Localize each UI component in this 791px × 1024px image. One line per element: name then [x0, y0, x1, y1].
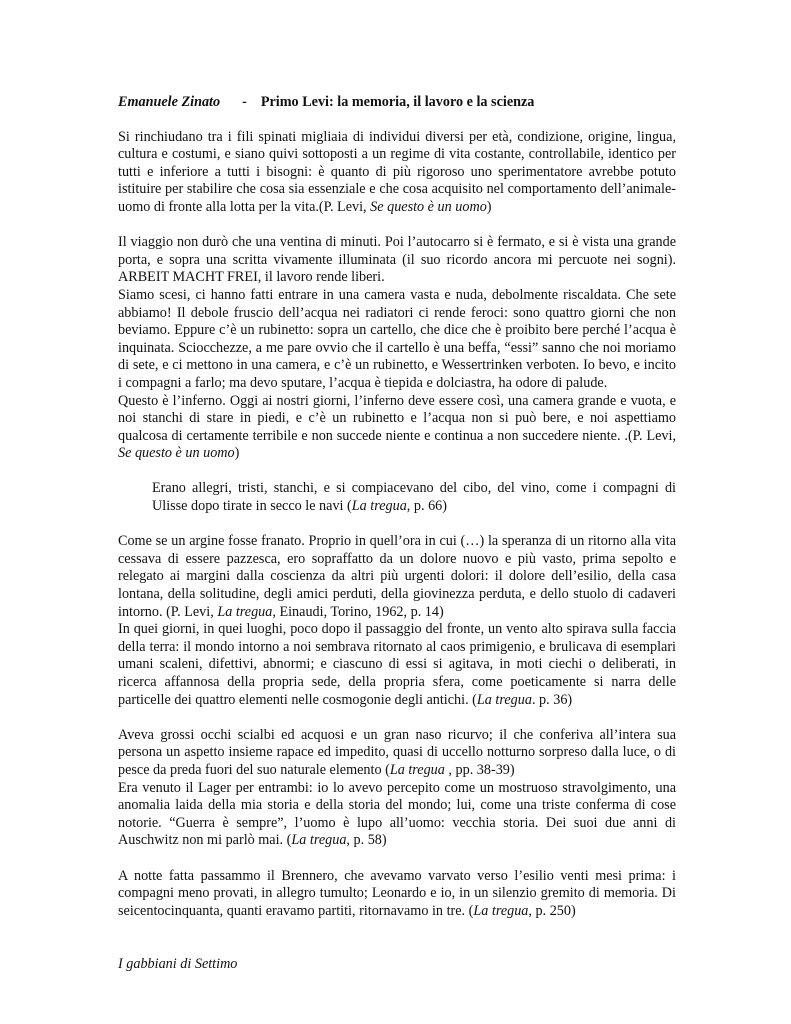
- citation-title: La tregua: [473, 902, 529, 919]
- paragraph-text: Come se un argine fosse franato. Proprio in quell’ora in cui (…) la speranza di un ritorno alla vita cessava di essere pazzesca, ero sopraffatto da un dolore nuovo e più vasto, prima sepolto e relegato ai margini dalla coscienza da altri più urgenti dolori: il dolore dell’esilio, della casa lontana, della solitudine, degli amici perduti, della giovinezza perduta, e dello stuolo di cadaveri intorno. (P. Levi,: [118, 533, 676, 620]
- citation-title: La tregua: [351, 498, 407, 515]
- block-quote: [152, 480, 676, 515]
- citation-title: La tregua: [389, 761, 445, 778]
- citation-title: La tregua: [217, 603, 273, 620]
- title-separator: -: [242, 94, 247, 110]
- paragraph-6: [118, 621, 676, 709]
- citation-title: La tregua,: [291, 832, 350, 849]
- paragraph-text: A notte fatta passammo il Brennero, che avevamo varvato verso l’esilio venti mesi prima: i compagni meno provati, in allegro tumulto; Leonardo e io, in un silenzio gremito di memoria. Di seicentocinquanta, quanti eravamo partiti, ritornavamo in tre. (: [118, 867, 676, 919]
- citation-end: , Einaudi, Torino, 1962, p. 14): [272, 603, 444, 620]
- document-title: [118, 94, 676, 112]
- citation-end: , pp. 38-39): [444, 761, 515, 778]
- section-heading: I gabbiani di Settimo: [118, 955, 238, 972]
- citation-title: Se questo è un uomo: [370, 198, 487, 215]
- paragraph-text: Questo è l’inferno. Oggi ai nostri giorni, l’inferno deve essere così, una camera grande e vuota, e noi stanchi di stare in piedi, e c’è un rubinetto e l’acqua non si può bere, e noi aspettiamo qualcosa di certamente terribile e non succede niente e continua a non succedere niente. .(P. Levi,: [118, 392, 676, 444]
- paragraph-4: [118, 393, 676, 463]
- document-page: [118, 94, 676, 973]
- citation-end: , p. 66): [406, 498, 447, 515]
- title-subject: Primo Levi: la memoria, il lavoro e la scienza: [260, 94, 535, 110]
- paragraph-text: Si rinchiudano tra i fili spinati migliaia di individui diversi per età, condizione, origine, lingua, cultura e costumi, e siano quivi sottoposti a un regime di vita costante, controllabile, identico per tutti e inferiore a tutti i bisogni: è quanto di più rigoroso uno sperimentatore avrebbe potuto istituire per stabilire che cosa sia essenziale e che cosa acquisito nel comportamento dell’animale-uomo di fronte alla lotta per la vita.(P. Levi,: [118, 128, 676, 215]
- paragraph-text: In quei giorni, in quei luoghi, poco dopo il passaggio del fronte, un vento alto spirava sulla faccia della terra: il mondo intorno a noi sembrava ritornato al caos primigenio, e brulicava di esemplari umani scaleni, difettivi, abnormi; e ciascuno di essi si agitava, in moti ciechi o deliberati, in ricerca affannosa della propria sede, della propria sfera, come poeticamente si narra delle particelle dei quattro elementi nelle cosmogonie degli antichi. (: [118, 621, 676, 708]
- paragraph-text: Aveva grossi occhi scialbi ed acquosi e un gran naso ricurvo; il che conferiva all’intera sua persona un aspetto insieme rapace ed impedito, quasi di uccello notturno sorpreso dalla luce, o di pesce da preda fuori del suo naturale elemento (: [118, 726, 676, 778]
- paragraph-1: [118, 129, 676, 217]
- author-name: Emanuele Zinato: [118, 94, 221, 110]
- paragraph-2: Il viaggio non durò che una ventina di minuti. Poi l’autocarro si è fermato, e si è vista una grande porta, e sopra una scritta vivamente illuminata (il suo ricordo ancora mi percuote nei sogni). ARBEIT MACHT FREI, il lavoro rende liberi.: [118, 234, 676, 286]
- citation-end: , p. 250): [528, 902, 576, 919]
- citation-end: ): [486, 198, 492, 215]
- citation-end: p. 58): [349, 832, 387, 849]
- citation-end: ): [234, 445, 240, 462]
- citation-end: . p. 36): [531, 691, 573, 708]
- citation-title: Se questo è un uomo: [118, 445, 235, 462]
- paragraph-3: Siamo scesi, ci hanno fatti entrare in una camera vasta e nuda, debolmente riscaldata. Che sete abbiamo! Il debole fruscio dell’acqua nei radiatori ci rende feroci: sono quattro giorni che non beviamo. Eppure c’è un rubinetto: sopra un cartello, che dice che è proibito bere perché l’acqua è inquinata. Sciocchezze, a me pare ovvio che il cartello è una beffa, “essi” sanno che noi moriamo di sete, e ci mettono in una camera, e c’è un rubinetto, e Wessertrinken verboten. Io bevo, e incito i compagni a farlo; ma devo sputare, l’acqua è tiepida e dolciastra, ha odore di palude.: [118, 286, 676, 391]
- paragraph-7: [118, 727, 676, 780]
- paragraph-8: [118, 780, 676, 850]
- paragraph-5: [118, 533, 676, 621]
- paragraph-9: [118, 868, 676, 921]
- quote-text: Erano allegri, tristi, stanchi, e si compiacevano del cibo, del vino, come i compagni di Ulisse dopo tirate in secco le navi (: [152, 480, 676, 515]
- paragraph-text: Era venuto il Lager per entrambi: io lo avevo percepito come un mostruoso stravolgimento, una anomalia laida della mia storia e della storia del mondo; lui, come una triste conferma di cose notorie. “Guerra è sempre”, l’uomo è lupo all’uomo: vecchia storia. Dei suoi due anni di Auschwitz non mi parlò mai. (: [118, 779, 676, 849]
- citation-title: La tregua: [476, 691, 532, 708]
